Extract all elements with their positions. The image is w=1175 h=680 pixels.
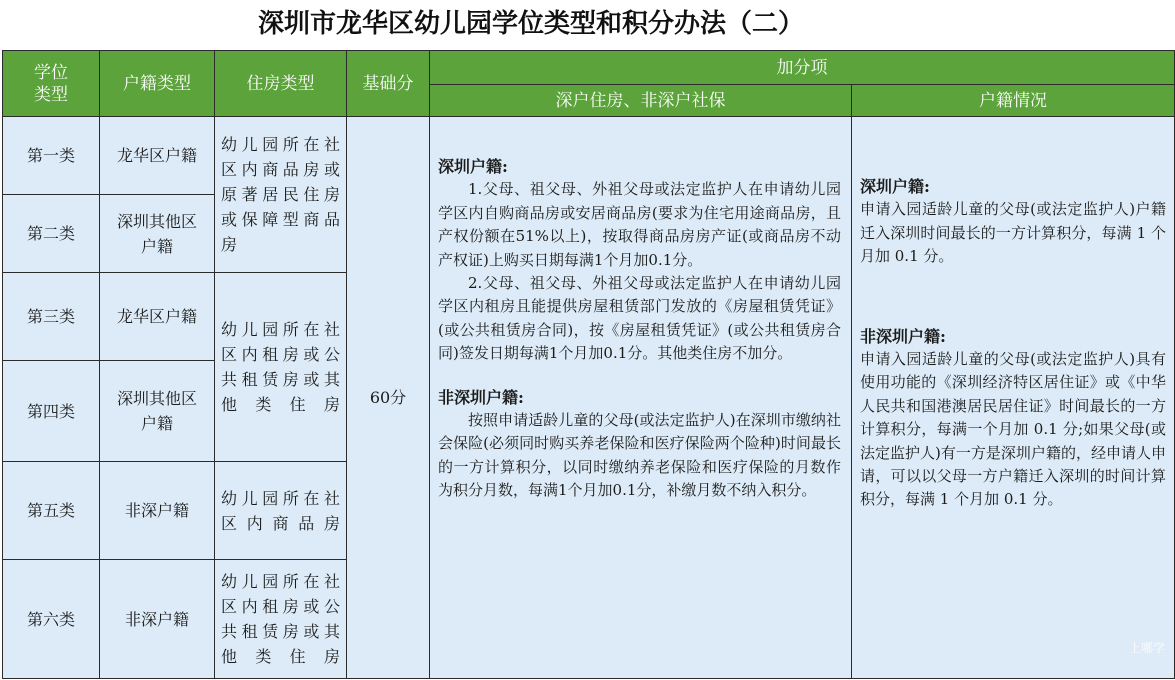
header-bonus-hukou: 户籍情况: [852, 85, 1175, 117]
bonus-hukou-cell: [852, 117, 1175, 679]
header-housing-type: 住房类型: [215, 51, 347, 117]
header-base-score: 基础分: [347, 51, 430, 117]
sz-paragraph-2: 2.父母、祖父母、外祖父母或法定监护人在申请幼儿园学区内租房且能提供房屋租赁部门发放的《房屋租赁凭证》(或公共租赁房合同)，按《房屋租赁凭证》(或公共租赁房合同)签发日期每满1个月加0.1分。其他类住房不加分。: [438, 274, 841, 363]
watermark-logo: 上哪学: [1128, 641, 1165, 655]
page-title: 深圳市龙华区幼儿园学位类型和积分办法（二）: [257, 9, 804, 39]
category-cell: 第六类: [3, 560, 100, 679]
nsz-paragraph: 申请入园适龄儿童的父母(或法定监护人)具有使用功能的《深圳经济特区居住证》或《中华人民共和国港澳居民居住证》时间最长的一方计算积分，每满一个月加 0.1 分;如果父母(或法定监护人)有一方是深圳户籍的，经申请人申请，可以以父母一方户籍迁入深圳的时间计算积分，每满 1 个月加 0.1 分。: [860, 350, 1166, 509]
hukou-cell: 龙华区户籍: [100, 273, 215, 361]
hukou-cell: 非深户籍: [100, 462, 215, 560]
header-hukou-type: 户籍类型: [100, 51, 215, 117]
housing-cell: 幼儿园所在社区内租房或公共租赁房或其他类住房: [215, 560, 347, 679]
sz-paragraph: 申请入园适龄儿童的父母(或法定监护人)户籍迁入深圳时间最长的一方计算积分，每满 1 个月加 0.1 分。: [860, 200, 1166, 266]
housing-cell: 幼儿园所在社区内租房或公共租赁房或其他类住房: [215, 273, 347, 462]
nsz-heading: 非深圳户籍:: [860, 326, 946, 346]
header-category: 学位 类型: [3, 51, 100, 117]
nsz-heading: 非深圳户籍:: [438, 387, 524, 407]
points-table: [2, 50, 1175, 679]
hukou-cell: 非深户籍: [100, 560, 215, 679]
bonus-housing-cell: [430, 117, 852, 679]
nsz-paragraph-1: 按照申请适龄儿童的父母(或法定监护人)在深圳市缴纳社会保险(必须同时购买养老保险和医疗保险两个险种)时间最长的一方计算积分，以同时缴纳养老保险和医疗保险的月数作为积分月数，每满1个月加0.1分，补缴月数不纳入积分。: [438, 411, 841, 500]
category-cell: 第五类: [3, 462, 100, 560]
category-cell: 第一类: [3, 117, 100, 195]
hukou-cell: 深圳其他区 户籍: [100, 195, 215, 273]
header-bonus-housing: 深户住房、非深户社保: [430, 85, 852, 117]
category-cell: 第三类: [3, 273, 100, 361]
hukou-cell: 龙华区户籍: [100, 117, 215, 195]
category-cell: 第二类: [3, 195, 100, 273]
base-score-cell: 60分: [347, 117, 430, 679]
sz-paragraph-1: 1.父母、祖父母、外祖父母或法定监护人在申请幼儿园学区内自购商品房或安居商品房(要求为住宅用途商品房，且产权份额在51%以上)，按取得商品房房产证(或商品房不动产权证)上购买日期每满1个月加0.1分。: [438, 180, 841, 269]
housing-cell: 幼儿园所在社区内商品房: [215, 462, 347, 560]
hukou-cell: 深圳其他区 户籍: [100, 361, 215, 462]
sz-heading: 深圳户籍:: [860, 177, 930, 196]
sz-heading: 深圳户籍:: [438, 157, 508, 176]
category-cell: 第四类: [3, 361, 100, 462]
housing-cell: 幼儿园所在社区内商品房或原著居民住房或保障型商品房: [215, 117, 347, 273]
header-bonus: 加分项: [430, 51, 1175, 85]
